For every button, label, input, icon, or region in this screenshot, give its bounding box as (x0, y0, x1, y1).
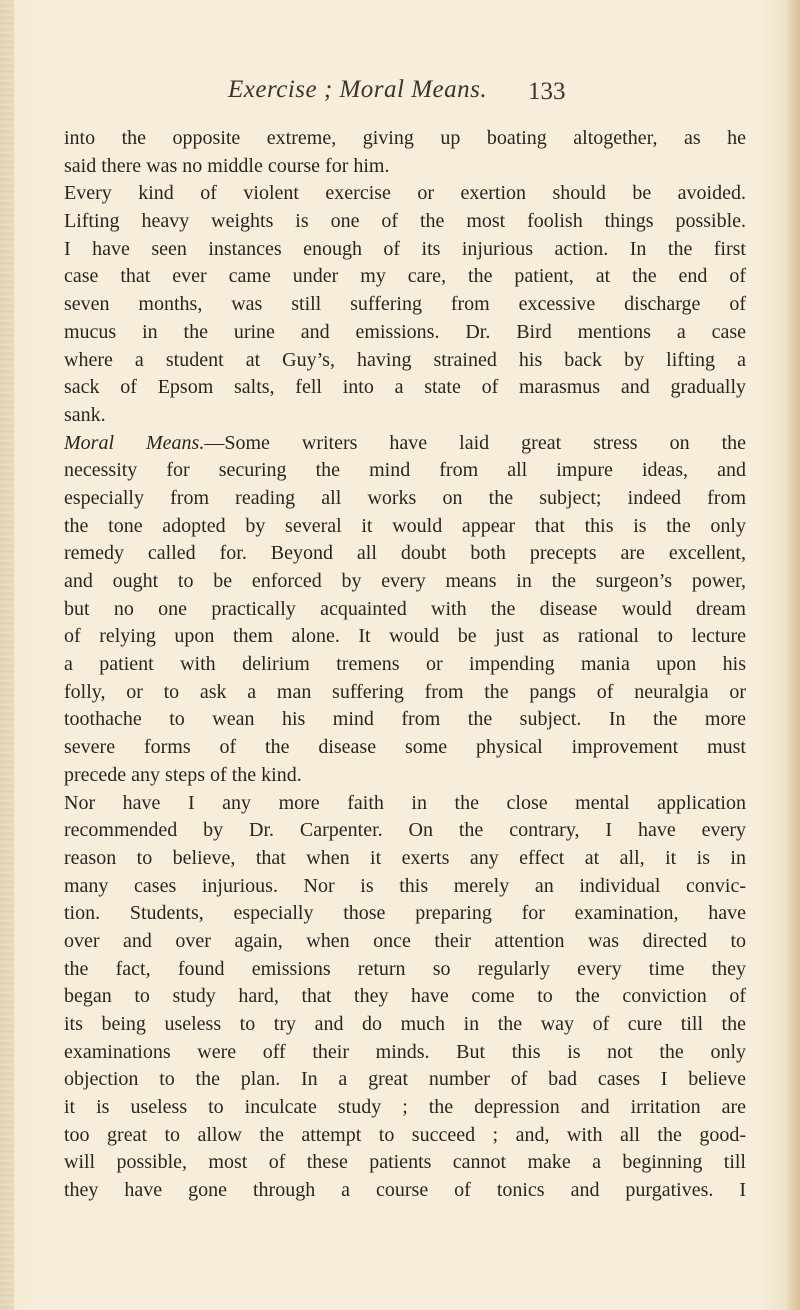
text-line (64, 706, 746, 734)
text-line (64, 956, 746, 984)
text-line-content: over and over again, when once their attention was directed to (64, 929, 746, 952)
text-line-content: sack of Epsom salts, fell into a state of marasmus and gradually (64, 376, 746, 399)
text-line-content: where a student at Guy’s, having strained his back by lifting a (64, 348, 746, 371)
text-line (64, 153, 746, 181)
text-line (64, 236, 746, 264)
page-binding-edge (0, 0, 14, 1310)
text-line (64, 790, 746, 818)
text-line-content: examinations were off their minds. But this is not the only (64, 1040, 746, 1063)
text-line (64, 845, 746, 873)
text-line (64, 734, 746, 762)
text-line (64, 596, 746, 624)
text-line-content: especially from reading all works on the subject; indeed from (64, 486, 746, 509)
text-line-content: it is useless to inculcate study ; the depression and irritation are (64, 1096, 746, 1119)
page-number: 133 (528, 78, 566, 105)
text-line (64, 291, 746, 319)
text-line (64, 125, 746, 153)
text-line-content: remedy called for. Beyond all doubt both precepts are excellent, (64, 542, 746, 565)
page-right-edge (788, 0, 800, 1310)
text-line (64, 208, 746, 236)
text-line (64, 1122, 746, 1150)
text-line-content: objection to the plan. In a great number of bad cases I believe (64, 1068, 746, 1091)
text-line (64, 873, 746, 901)
text-line (64, 347, 746, 375)
text-line-content: and ought to be enforced by every means in the surgeon’s power, (64, 570, 746, 592)
text-line (64, 457, 746, 485)
text-line (64, 928, 746, 956)
text-line (64, 263, 746, 291)
text-line-content: seven months, was still suffering from excessive discharge of (64, 293, 746, 316)
text-line-content: recommended by Dr. Carpenter. On the contrary, I have every (64, 819, 746, 842)
text-line (64, 762, 746, 790)
text-line-content: necessity for securing the mind from all impure ideas, and (64, 459, 746, 482)
text-line (64, 374, 746, 402)
text-line (64, 1177, 746, 1205)
text-line (64, 900, 746, 928)
text-line (64, 679, 746, 707)
text-line-content: will possible, most of these patients cannot make a beginning till (64, 1151, 746, 1174)
text-line-content: toothache to wean his mind from the subject. In the more (64, 708, 746, 731)
text-line-content: its being useless to try and do much in the way of cure till the (64, 1013, 746, 1035)
running-head: Exercise ; Moral Means. (228, 76, 488, 103)
text-line-content: but no one practically acquainted with the disease would dream (64, 597, 746, 620)
text-line-content: case that ever came under my care, the patient, at the end of (64, 265, 746, 288)
text-line-content: —Some writers have laid great stress on the (204, 431, 746, 454)
text-line-content: a patient with delirium tremens or impending mania upon his (64, 653, 746, 676)
text-line (64, 651, 746, 679)
text-line-content: too great to allow the attempt to succeed ; and, with all the good- (64, 1123, 746, 1146)
text-line (64, 983, 746, 1011)
text-line-content: tion. Students, especially those preparing for examination, have (64, 902, 746, 925)
text-line-content: reason to believe, that when it exerts any effect at all, it is in (64, 846, 746, 869)
text-line-content: into the opposite extreme, giving up boating altogether, as he (64, 127, 746, 149)
text-line-content: sank. (64, 403, 106, 426)
text-line (64, 1094, 746, 1122)
text-line-content: the tone adopted by several it would appear that this is the only (64, 514, 746, 537)
text-line (64, 1039, 746, 1067)
text-line-content: Nor have I any more faith in the close mental application (64, 791, 746, 814)
text-line (64, 430, 746, 458)
text-line (64, 513, 746, 541)
text-line (64, 1011, 746, 1039)
text-line (64, 485, 746, 513)
text-line-content: the fact, found emissions return so regularly every time they (64, 957, 746, 980)
text-line-content: Lifting heavy weights is one of the most foolish things possible. (64, 210, 746, 233)
text-line (64, 568, 746, 596)
text-line-content: began to study hard, that they have come to the conviction of (64, 985, 746, 1008)
text-line-content: of relying upon them alone. It would be just as rational to lecture (64, 625, 746, 648)
text-line-content: they have gone through a course of tonics and purgatives. I (64, 1179, 746, 1202)
text-line-content: many cases injurious. Nor is this merely an individual convic- (64, 874, 746, 897)
text-line (64, 1149, 746, 1177)
text-line-content: Every kind of violent exercise or exertion should be avoided. (64, 182, 746, 205)
section-heading-italic: Moral Means. (64, 431, 205, 454)
text-line-content: mucus in the urine and emissions. Dr. Bird mentions a case (64, 320, 746, 343)
body-text (64, 125, 746, 1205)
text-line (64, 1066, 746, 1094)
text-line-content: said there was no middle course for him. (64, 154, 390, 177)
text-line (64, 319, 746, 347)
text-line (64, 540, 746, 568)
text-line (64, 180, 746, 208)
text-line (64, 623, 746, 651)
text-line (64, 402, 746, 430)
text-line-content: precede any steps of the kind. (64, 763, 302, 786)
text-line-content: folly, or to ask a man suffering from the pangs of neuralgia or (64, 680, 746, 703)
text-line (64, 817, 746, 845)
text-line-content: severe forms of the disease some physical improvement must (64, 736, 746, 759)
text-line-content: I have seen instances enough of its injurious action. In the first (64, 237, 746, 260)
